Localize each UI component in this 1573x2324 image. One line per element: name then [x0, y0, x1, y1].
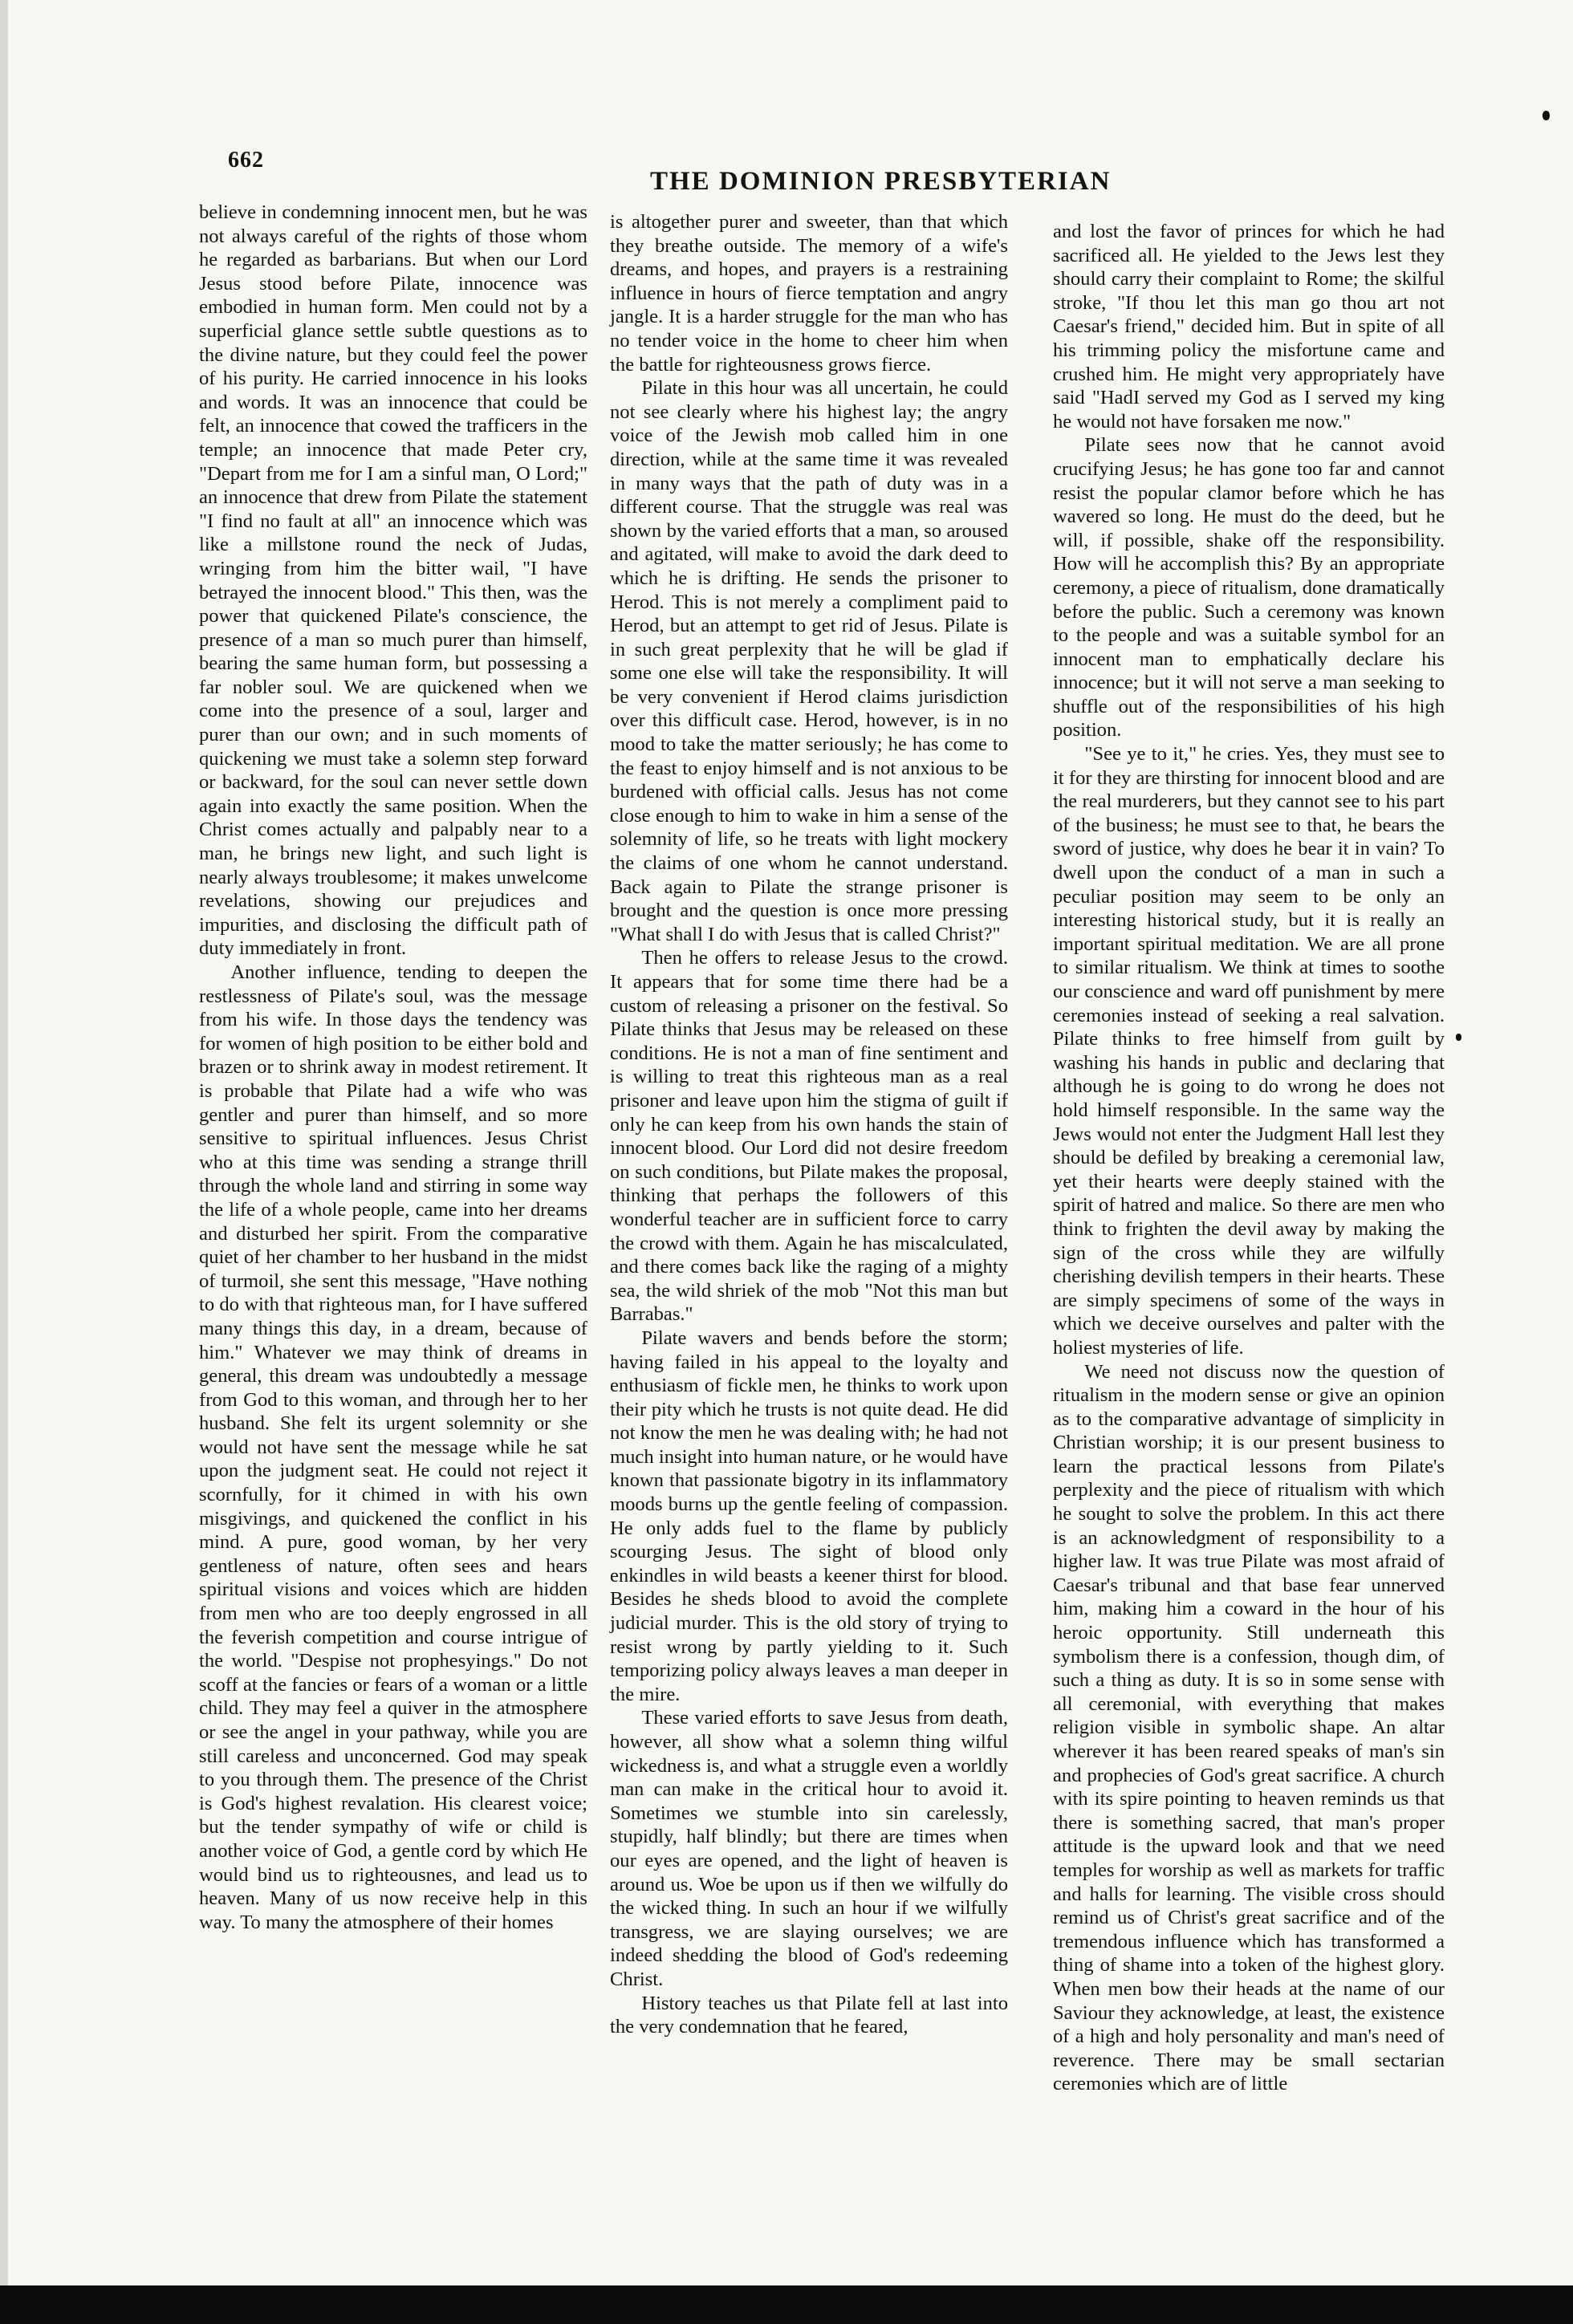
ink-speck [1543, 111, 1550, 120]
paragraph: "See ye to it," he cries. Yes, they must see to it for they are thirsting for innocent blood and are the real murderers, but they cannot see to his part of the business; he must see to that, he bears the sword of justice, why does he bear it in vain? To dwell upon the conduct of a man in such a peculiar position may seem to be only an interesting historical study, but it is really an important spiritual meditation. We are all prone to similar ritualism. We think at times to soothe our conscience and ward off punishment by mere ceremonies instead of seeking a real salvation. Pilate thinks to free himself from guilt by washing his hands in public and declaring that although he is going to do wrong he does not hold himself responsible. In the same way the Jews would not enter the Judgment Hall lest they should be defiled by breaking a ceremonial law, yet their hearts were deeply stained with the spirit of hatred and malice. So there are men who think to frighten the devil away by making the sign of the cross while they are wilfully cherishing devilish tempers in their hearts. These are simply specimens of some of the ways in which we deceive ourselves and palter with the holiest mysteries of life. [1053, 743, 1445, 1359]
ink-speck [1456, 1034, 1461, 1041]
paragraph: Pilate wavers and bends before the storm; having failed in his appeal to the loyalty and enthusiasm of fickle men, he thinks to work upon their pity which he trusts is not quite dead. He did not know the men he was dealing with; he had not much insight into human nature, or he would have known that passionate bigotry in its inflammatory moods burns up the gentle feeling of compassion. He only adds fuel to the flame by publicly scourging Jesus. The sight of blood only enkindles in wild beasts a keener thirst for blood. Besides he sheds blood to avoid the complete judicial murder. This is the old story of trying to resist wrong by partly yielding to it. Such temporizing policy always leaves a man deeper in the mire. [610, 1327, 1008, 1705]
paragraph: History teaches us that Pilate fell at last into the very condemnation that he feared, [610, 1992, 1008, 2038]
column-middle [610, 210, 1008, 2039]
paragraph: Another influence, tending to deepen the restlessness of Pilate's soul, was the message from his wife. In those days the tendency was for women of high position to be either bold and brazen or to shrink away in modest retirement. It is probable that Pilate had a wife who was gentler and purer than himself, and so more sensitive to spiritual influences. Jesus Christ who at this time was sending a strange thrill through the whole land and stirring in some way the life of a whole people, came into her dreams and disturbed her spirit. From the comparative quiet of her chamber to her husband in the midst of turmoil, she sent this message, "Have nothing to do with that righteous man, for I have suffered many things this day, in a dream, because of him." Whatever we may think of dreams in general, this dream was undoubtedly a message from God to this woman, and through her to her husband. She felt its urgent solemnity or she would not have sent the message while he sat upon the judgment seat. He could not reject it scornfully, for it chimed in with his own misgivings, and quickened the conflict in his mind. A pure, good woman, by her very gentleness of nature, often sees and hears spiritual visions and voices which are hidden from men who are too deeply engrossed in all the feverish competition and course intrigue of the world. "Despise not prophesyings." Do not scoff at the fancies or fears of a woman or a little child. They may feel a quiver in the atmosphere or see the angel in your pathway, while you are still careless and unconcerned. God may speak to you through them. The presence of the Christ is God's highest revalation. His clearest voice; but the tender sympathy of wife or child is another voice of God, a gentle cord by which He would bind us to righteousnes, and lead us to heaven. Many of us now receive help in this way. To many the atmosphere of their homes [199, 961, 587, 1933]
column-left [199, 201, 587, 1934]
column-right [1053, 220, 1445, 2096]
paragraph: and lost the favor of princes for which he had sacrificed all. He yielded to the Jews lest they should carry their complaint to Rome; the skilful stroke, "If thou let this man go thou art not Caesar's friend," decided him. But in spite of all his trimming policy the misfortune came and crushed him. He might very appropriately have said "HadI served my God as I served my king he would not have forsaken me now." [1053, 221, 1445, 433]
scan-bottom-border [0, 2285, 1573, 2324]
paragraph: We need not discuss now the question of ritualism in the modern sense or give an opinion as to the comparative advantage of simplicity in Christian worship; it is our present business to learn the practical lessons from Pilate's perplexity and the piece of ritualism with which he sought to solve the problem. In this act there is an acknowledgment of responsibility to a higher law. It was true Pilate was most afraid of Caesar's tribunal and that base fear unnerved him, making him a coward in the hour of his heroic opportunity. Still underneath this symbolism there is a confession, though dim, of such a thing as duty. It is so in some sense with all ceremonial, with everything that makes religion visible in symbolic shape. An altar wherever it has been reared speaks of man's sin and prophecies of God's great sacrifice. A church with its spire pointing to heaven reminds us that there is something sacred, that man's proper attitude is the upward look and that we need temples for worship as well as markets for traffic and halls for learning. The visible cross should remind us of Christ's great sacrifice and of the tremendous influence which has transformed a thing of shame into a token of the highest glory. When men bow their heads at the name of our Saviour they acknowledge, at least, the existence of a high and holy personality and man's need of reverence. There may be small sectarian ceremonies which are of little [1053, 1360, 1445, 2095]
paragraph: Pilate sees now that he cannot avoid crucifying Jesus; he has gone too far and cannot resist the popular clamor before which he has wavered so long. He must do the deed, but he will, if possible, shake off the responsibility. How will he accomplish this? By an appropriate ceremony, a piece of ritualism, done dramatically before the public. Such a ceremony was known to the people and was a suitable symbol for an innocent man to emphatically declare his innocence; but it will not serve a man seeking to shuffle out of the responsibilities of his high position. [1053, 434, 1445, 741]
paragraph: believe in condemning innocent men, but he was not always careful of the rights of those whom he regarded as barbarians. But when our Lord Jesus stood before Pilate, innocence was embodied in human form. Men could not by a superficial glance settle subtle questions as to the divine nature, but they could feel the power of his purity. He carried innocence in his looks and words. It was an innocence that could be felt, an innocence that cowed the trafficers in the temple; an innocence that made Peter cry, "Depart from me for I am a sinful man, O Lord;" an innocence that drew from Pilate the statement "I find no fault at all" an innocence which was like a millstone round the neck of Judas, wringing from him the bitter wail, "I have betrayed the innocent blood." This then, was the power that quickened Pilate's conscience, the presence of a man so much purer than himself, bearing the same human form, but possessing a far nobler soul. We are quickened when we come into the presence of a soul, larger and purer than our own; and in such moments of quickening we must take a solemn step forward or backward, for the soul can never settle down again into exactly the same position. When the Christ comes actually and palpably near to a man, he brings new light, and such light is nearly always troublesome; it makes unwelcome revelations, showing our prejudices and impurities, and disclosing the difficult path of duty immediately in front. [199, 201, 587, 960]
page-edge-shadow [0, 0, 8, 2324]
running-head: THE DOMINION PRESBYTERIAN [650, 167, 1112, 196]
paragraph: is altogether purer and sweeter, than that which they breathe outside. The memory of a wife's dreams, and hopes, and prayers is a restraining influence in hours of fierce temptation and angry jangle. It is a harder struggle for the man who has no tender voice in the home to cheer him when the battle for righteousness grows fierce. [610, 211, 1008, 376]
paragraph: Then he offers to release Jesus to the crowd. It appears that for some time there had be a custom of releasing a prisoner on the festival. So Pilate thinks that Jesus may be released on these conditions. He is not a man of fine sentiment and is willing to treat this righteous man as a real prisoner and leave upon him the stigma of guilt if only he can keep from his own hands the stain of innocent blood. Our Lord did not desire freedom on such conditions, but Pilate makes the proposal, thinking that perhaps the followers of this wonderful teacher are in sufficient force to carry the crowd with them. Again he has miscalculated, and there comes back like the raging of a mighty sea, the wild shriek of the mob "Not this man but Barrabas." [610, 947, 1008, 1326]
page-number: 662 [228, 148, 264, 173]
paragraph: Pilate in this hour was all uncertain, he could not see clearly where his highest lay; the angry voice of the Jewish mob called him in one direction, while at the same time it was revealed in many ways that the path of duty was in a different course. That the struggle was real was shown by the varied efforts that a man, so aroused and agitated, will make to avoid the dark deed to which he is drifting. He sends the prisoner to Herod. This is not merely a compliment paid to Herod, but an attempt to get rid of Jesus. Pilate is in such great perplexity that he will be glad if some one else will take the responsibility. It will be very convenient if Herod claims jurisdiction over this difficult case. Herod, however, is in no mood to take the matter seriously; he has come to the feast to enjoy himself and is not anxious to be burdened with official calls. Jesus has not come close enough to him to wake in him a sense of the solemnity of life, so he treats with light mockery the claims of one whom he cannot understand. Back again to Pilate the strange prisoner is brought and the question is once more pressing "What shall I do with Jesus that is called Christ?" [610, 377, 1008, 945]
paragraph: These varied efforts to save Jesus from death, however, all show what a solemn thing wilful wickedness is, and what a struggle even a worldly man can make in the critical hour to avoid it. Sometimes we stumble into sin carelessly, stupidly, half blindly; but there are times when our eyes are opened, and the light of heaven is around us. Woe be upon us if then we wilfully do the wicked thing. In such an hour if we wilfully transgress, we are slaying ourselves; we are indeed shedding the blood of God's redeeming Christ. [610, 1707, 1008, 1990]
